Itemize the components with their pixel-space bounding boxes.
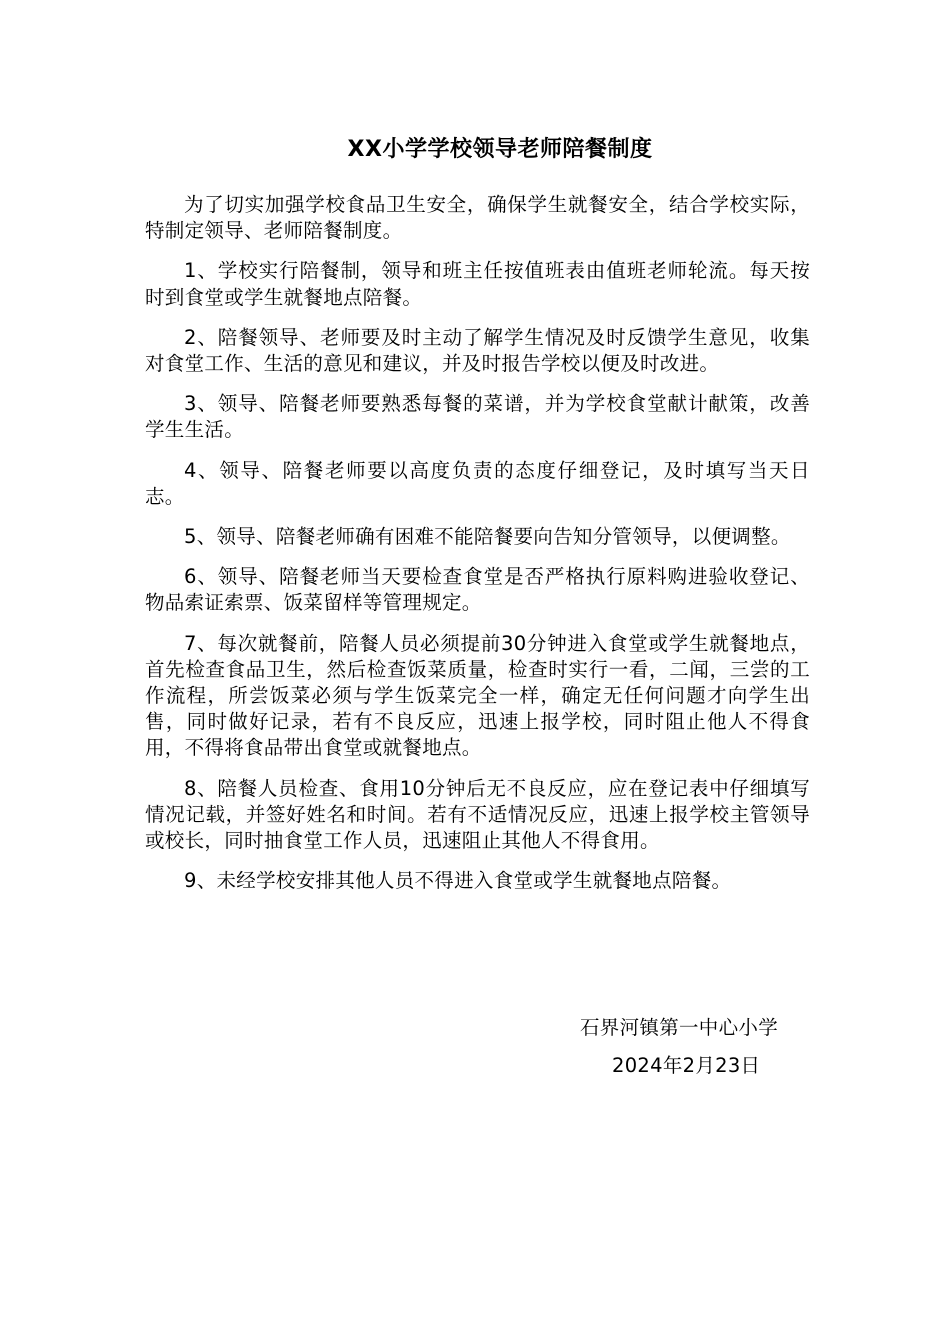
- rule-paragraph-3: 3、领导、陪餐老师要熟悉每餐的菜谱，并为学校食堂献计献策，改善学生生活。: [145, 392, 810, 442]
- rule-paragraph-5: 5、领导、陪餐老师确有困难不能陪餐要向告知分管领导，以便调整。: [184, 525, 791, 549]
- rule-paragraph-7: 7、每次就餐前，陪餐人员必须提前30分钟进入食堂或学生就餐地点，首先检查食品卫生，然后检查饭菜质量，检查时实行一看，二闻，三尝的工作流程，所尝饭菜必须与学生饭菜完全一样，确定无任何问题才向学生出售，同时做好记录，若有不良反应，迅速上报学校，同时阻止他人不得食用，不得将食品带出食堂或就餐地点。: [145, 631, 810, 760]
- rule-paragraph-6: 6、领导、陪餐老师当天要检查食堂是否严格执行原料购进验收登记、物品索证索票、饭菜留样等管理规定。: [145, 565, 810, 615]
- signature-date: 2024年2月23日: [612, 1054, 761, 1077]
- signature-block: [560, 1015, 820, 1079]
- rule-paragraph-8: 8、陪餐人员检查、食用10分钟后无不良反应，应在登记表中仔细填写情况记载，并签好姓名和时间。若有不适情况反应，迅速上报学校主管领导或校长，同时抽食堂工作人员，迅速阻止其他人不得食用。: [145, 776, 810, 853]
- document-body: [145, 192, 810, 908]
- rule-paragraph-1: 1、学校实行陪餐制，领导和班主任按值班表由值班老师轮流。每天按时到食堂或学生就餐地点陪餐。: [145, 259, 810, 309]
- signature-organization: 石界河镇第一中心小学: [580, 1016, 779, 1039]
- rule-paragraph-2: 2、陪餐领导、老师要及时主动了解学生情况及时反馈学生意见，收集对食堂工作、生活的意见和建议，并及时报告学校以便及时改进。: [145, 325, 810, 376]
- rule-paragraph-9: 9、未经学校安排其他人员不得进入食堂或学生就餐地点陪餐。: [184, 869, 732, 893]
- document-title: XX小学学校领导老师陪餐制度: [347, 137, 653, 162]
- intro-paragraph: 为了切实加强学校食品卫生安全，确保学生就餐安全，结合学校实际，特制定领导、老师陪餐制度。: [145, 193, 810, 243]
- rule-paragraph-4: 4、领导、陪餐老师要以高度负责的态度仔细登记，及时填写当天日志。: [145, 458, 810, 508]
